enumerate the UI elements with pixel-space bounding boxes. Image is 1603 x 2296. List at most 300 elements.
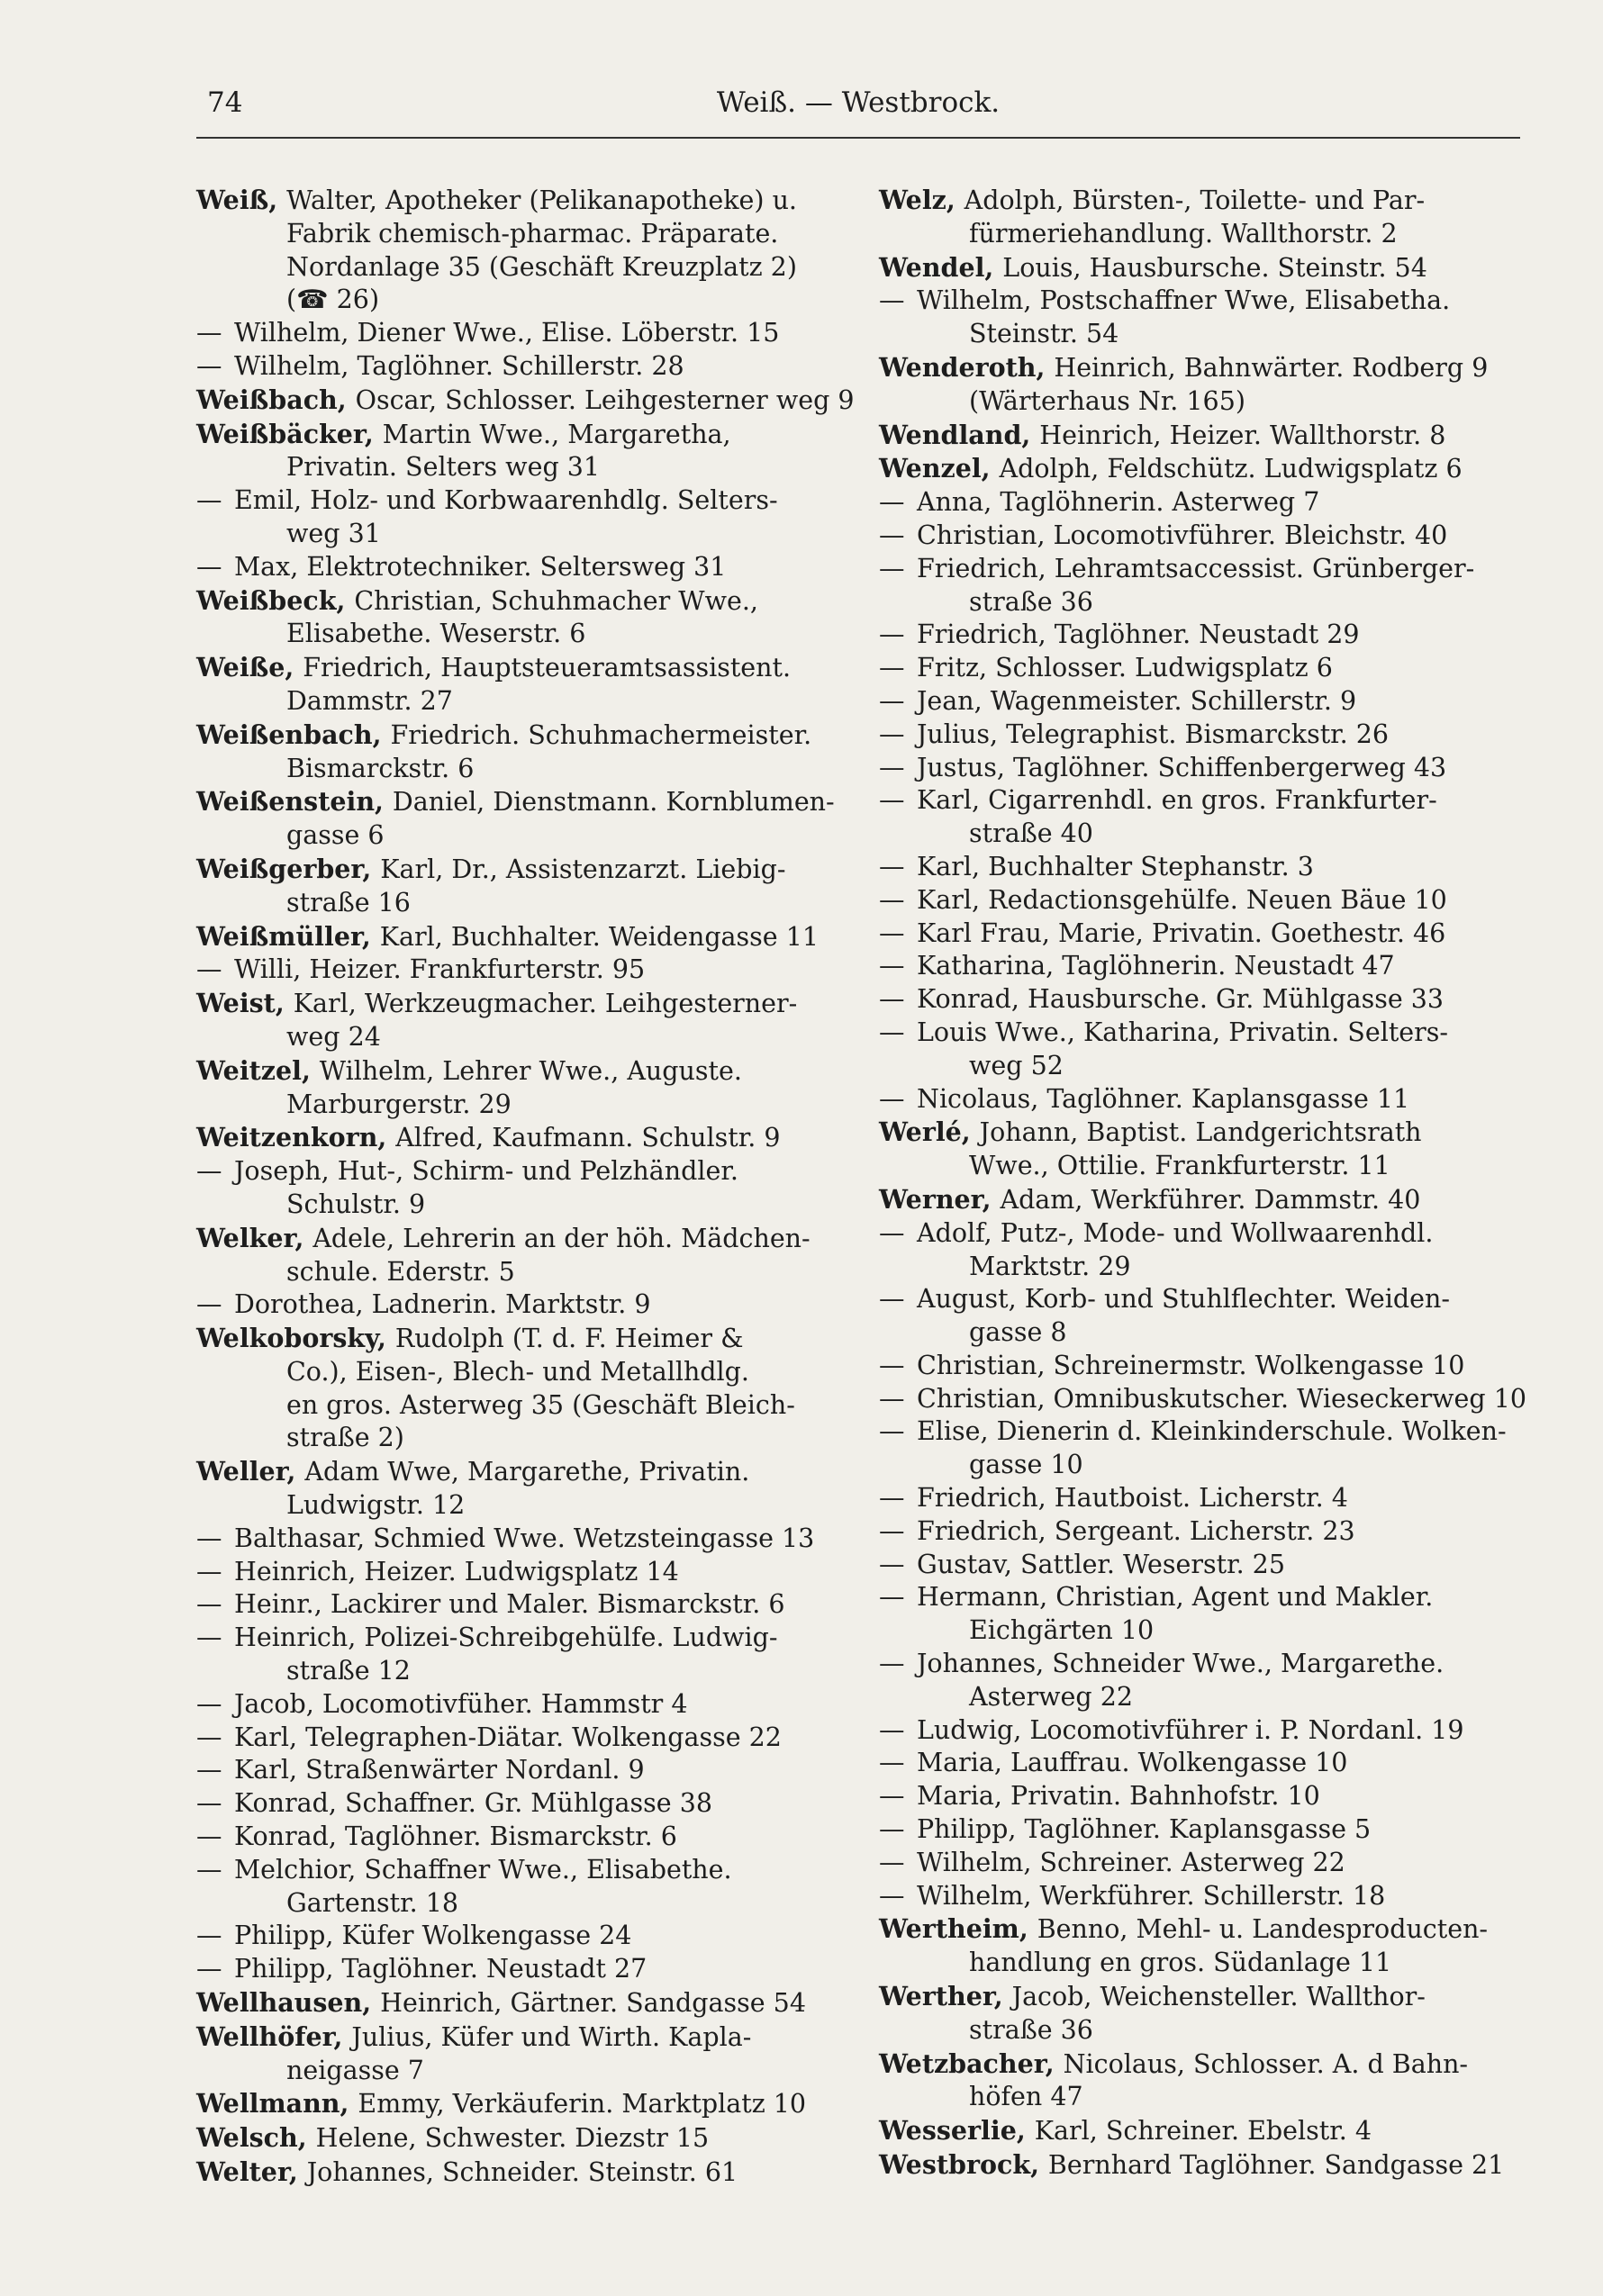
directory-entry-continuation bbox=[879, 218, 1526, 251]
ditto-dash: — bbox=[196, 1523, 222, 1553]
entry-surname: Wenzel, bbox=[879, 453, 1000, 484]
entry-text: Wilhelm, Postschaffner Wwe, Elisabetha. bbox=[917, 285, 1451, 316]
directory-entry-continuation bbox=[196, 1189, 843, 1222]
entry-text: Karl, Buchhalter. Weidengasse 11 bbox=[379, 921, 819, 952]
entry-text: Jacob, Weichensteller. Wallthor- bbox=[1011, 1982, 1426, 2012]
entry-text: Jean, Wagenmeister. Schillerstr. 9 bbox=[917, 685, 1357, 716]
entry-text: August, Korb- und Stuhlflechter. Weiden- bbox=[917, 1284, 1450, 1315]
directory-entry bbox=[879, 520, 1526, 553]
entry-surname: Westbrock, bbox=[879, 2149, 1048, 2181]
directory-entry-continuation bbox=[196, 251, 843, 285]
entry-surname: Wellhöfer, bbox=[196, 2020, 352, 2052]
entry-surname: Wellmann, bbox=[196, 2088, 358, 2120]
ditto-dash: — bbox=[879, 653, 905, 683]
entry-text: straße 40 bbox=[969, 818, 1093, 849]
entry-text: Maria, Lauffrau. Wolkengasse 10 bbox=[917, 1748, 1348, 1778]
entry-text: Julius, Telegraphist. Bismarckstr. 26 bbox=[917, 719, 1390, 749]
ditto-dash: — bbox=[196, 1623, 222, 1653]
entry-text: Bismarckstr. 6 bbox=[286, 753, 475, 783]
directory-entry-continuation bbox=[196, 1356, 843, 1389]
entry-text: Heinrich, Polizei-Schreibgehülfe. Ludwig- bbox=[234, 1623, 778, 1653]
directory-entry bbox=[879, 1183, 1526, 1217]
directory-entry-continuation bbox=[196, 1256, 843, 1289]
directory-entry bbox=[879, 251, 1526, 285]
entry-text: Ludwig, Locomotivführer i. P. Nordanl. 19 bbox=[917, 1714, 1464, 1745]
entry-text: Marburgerstr. 29 bbox=[286, 1089, 512, 1119]
entry-text: straße 16 bbox=[286, 887, 411, 917]
entry-text: Johannes, Schneider Wwe., Margarethe. bbox=[917, 1649, 1445, 1679]
directory-entry bbox=[879, 917, 1526, 951]
entry-text: Emmy, Verkäuferin. Marktplatz 10 bbox=[358, 2089, 807, 2120]
entry-text: Karl, Cigarrenhdl. en gros. Frankfurter- bbox=[917, 785, 1437, 816]
directory-entry bbox=[196, 317, 843, 350]
directory-entry-continuation bbox=[879, 385, 1526, 419]
directory-entry-continuation bbox=[196, 1655, 843, 1688]
directory-entry bbox=[879, 1813, 1526, 1847]
directory-entry-continuation bbox=[196, 1489, 843, 1523]
ditto-dash: — bbox=[879, 1017, 905, 1047]
entry-text: Nicolaus, Taglöhner. Kaplansgasse 11 bbox=[917, 1083, 1410, 1114]
ditto-dash: — bbox=[196, 1289, 222, 1320]
ditto-dash: — bbox=[879, 1383, 905, 1414]
page-number: 74 bbox=[207, 86, 243, 119]
entry-text: Max, Elektrotechniker. Seltersweg 31 bbox=[234, 551, 727, 582]
entry-surname: Weißenstein, bbox=[196, 786, 393, 818]
entry-text: Privatin. Selters weg 31 bbox=[286, 452, 601, 483]
entry-text: Benno, Mehl- u. Landesproducten- bbox=[1037, 1914, 1489, 1945]
entry-text: Philipp, Küfer Wolkengasse 24 bbox=[234, 1921, 632, 1951]
directory-entry-continuation bbox=[879, 1150, 1526, 1183]
entry-text: Friedrich, Sergeant. Licherstr. 23 bbox=[917, 1515, 1355, 1546]
directory-entry-continuation bbox=[879, 1947, 1526, 1980]
entry-text: Konrad, Schaffner. Gr. Mühlgasse 38 bbox=[234, 1788, 712, 1819]
directory-entry bbox=[196, 1722, 843, 1755]
entry-text: Maria, Privatin. Bahnhofstr. 10 bbox=[917, 1781, 1320, 1812]
entry-surname: Weller, bbox=[196, 1456, 305, 1487]
entry-text: Anna, Taglöhnerin. Asterweg 7 bbox=[917, 487, 1320, 518]
ditto-dash: — bbox=[879, 619, 905, 650]
directory-entry bbox=[879, 884, 1526, 917]
ditto-dash: — bbox=[196, 318, 222, 348]
entry-surname: Weitzenkorn, bbox=[196, 1122, 396, 1153]
entry-text: Adam, Werkführer. Dammstr. 40 bbox=[1000, 1184, 1421, 1215]
directory-entry bbox=[879, 1283, 1526, 1316]
ditto-dash: — bbox=[879, 851, 905, 881]
ditto-dash: — bbox=[196, 350, 222, 381]
directory-entry bbox=[879, 1350, 1526, 1383]
entry-text: Bernhard Taglöhner. Sandgasse 21 bbox=[1047, 2150, 1505, 2181]
ditto-dash: — bbox=[196, 1722, 222, 1752]
directory-entry bbox=[879, 184, 1526, 218]
directory-entry bbox=[196, 2087, 843, 2121]
entry-surname: Weiße, bbox=[196, 652, 303, 683]
entry-text: Adam Wwe, Margarethe, Privatin. bbox=[304, 1457, 750, 1487]
left-column bbox=[196, 184, 855, 2190]
entry-text: Konrad, Hausbursche. Gr. Mühlgasse 33 bbox=[917, 984, 1445, 1015]
directory-entry bbox=[879, 351, 1526, 385]
entry-text: Jacob, Locomotivfüher. Hammstr 4 bbox=[234, 1688, 688, 1719]
directory-entry bbox=[196, 853, 843, 887]
entry-text: Wilhelm, Taglöhner. Schillerstr. 28 bbox=[234, 350, 684, 381]
entry-text: straße 36 bbox=[969, 586, 1093, 617]
directory-entry bbox=[879, 452, 1526, 486]
entry-text: Nicolaus, Schlosser. A. d Bahn- bbox=[1063, 2048, 1469, 2079]
ditto-dash: — bbox=[196, 1788, 222, 1819]
directory-entry bbox=[879, 784, 1526, 818]
ditto-dash: — bbox=[879, 285, 905, 316]
directory-entry bbox=[879, 950, 1526, 983]
ditto-dash: — bbox=[879, 984, 905, 1015]
directory-entry-continuation bbox=[196, 518, 843, 551]
directory-entry bbox=[879, 1581, 1526, 1614]
directory-entry bbox=[196, 551, 843, 584]
directory-entry-continuation bbox=[196, 1089, 843, 1122]
entry-text: höfen 47 bbox=[969, 2082, 1083, 2112]
directory-entry bbox=[879, 1515, 1526, 1549]
entry-surname: Welz, bbox=[879, 185, 965, 215]
directory-entry-continuation bbox=[196, 753, 843, 786]
entry-text: Steinstr. 54 bbox=[969, 319, 1119, 349]
entry-text: neigasse 7 bbox=[286, 2055, 424, 2085]
entry-text: Oscar, Schlosser. Leihgesterner weg 9 bbox=[355, 384, 855, 415]
entry-surname: Weißbeck, bbox=[196, 584, 355, 616]
directory-entry bbox=[879, 1383, 1526, 1416]
ditto-dash: — bbox=[196, 1156, 222, 1187]
entry-text: straße 2) bbox=[286, 1423, 404, 1453]
directory-entry bbox=[879, 1980, 1526, 2014]
entry-surname: Welkoborsky, bbox=[196, 1323, 395, 1354]
directory-entry bbox=[879, 419, 1526, 453]
entry-text: en gros. Asterweg 35 (Geschäft Bleich- bbox=[286, 1389, 795, 1420]
entry-text: Christian, Schreinermstr. Wolkengasse 10 bbox=[917, 1350, 1465, 1380]
directory-entry bbox=[879, 2148, 1526, 2183]
entry-text: Johann, Baptist. Landgerichtsrath bbox=[979, 1117, 1422, 1148]
entry-text: Daniel, Dienstmann. Kornblumen- bbox=[392, 787, 835, 818]
ditto-dash: — bbox=[196, 1854, 222, 1885]
directory-entry bbox=[196, 719, 843, 753]
directory-entry bbox=[196, 920, 843, 954]
directory-entry bbox=[196, 1854, 843, 1887]
directory-entry bbox=[196, 1523, 843, 1556]
entry-text: Co.), Eisen-, Blech- und Metallhdlg. bbox=[286, 1356, 749, 1387]
directory-entry bbox=[196, 350, 843, 384]
entry-text: Wwe., Ottilie. Frankfurterstr. 11 bbox=[969, 1151, 1390, 1181]
entry-text: Ludwigstr. 12 bbox=[286, 1490, 466, 1521]
directory-entry bbox=[196, 1121, 843, 1155]
directory-entry-continuation bbox=[879, 2081, 1526, 2114]
ditto-dash: — bbox=[879, 1483, 905, 1514]
entry-text: Karl, Schreiner. Ebelstr. 4 bbox=[1034, 2116, 1372, 2147]
ditto-dash: — bbox=[879, 951, 905, 981]
directory-entry bbox=[879, 1747, 1526, 1780]
ditto-dash: — bbox=[879, 1284, 905, 1315]
entry-surname: Welsch, bbox=[196, 2122, 316, 2154]
ditto-dash: — bbox=[879, 917, 905, 948]
entry-text: straße 12 bbox=[286, 1656, 411, 1686]
directory-entry bbox=[879, 1780, 1526, 1813]
ditto-dash: — bbox=[879, 884, 905, 915]
entry-surname: Werther, bbox=[879, 1981, 1012, 2012]
directory-entry bbox=[879, 2047, 1526, 2082]
directory-entry bbox=[879, 1912, 1526, 1947]
entry-text: Karl, Redactionsgehülfe. Neuen Bäue 10 bbox=[917, 884, 1447, 915]
entry-text: Louis, Hausbursche. Steinstr. 54 bbox=[1002, 252, 1427, 283]
entry-text: Friedrich, Hautboist. Licherstr. 4 bbox=[917, 1483, 1348, 1514]
entry-surname: Weißenbach, bbox=[196, 719, 391, 750]
ditto-dash: — bbox=[879, 1549, 905, 1579]
directory-entry bbox=[196, 2121, 843, 2156]
directory-entry bbox=[879, 1415, 1526, 1449]
directory-entry bbox=[196, 1622, 843, 1655]
entry-text: Heinrich, Bahnwärter. Rodberg 9 bbox=[1054, 352, 1489, 383]
directory-entry bbox=[196, 1322, 843, 1356]
ditto-dash: — bbox=[196, 551, 222, 582]
entry-text: Johannes, Schneider. Steinstr. 61 bbox=[306, 2157, 738, 2188]
ditto-dash: — bbox=[196, 1921, 222, 1951]
entry-text: weg 24 bbox=[286, 1021, 381, 1052]
directory-entry bbox=[196, 418, 843, 452]
directory-entry-continuation bbox=[196, 1021, 843, 1054]
directory-entry-continuation bbox=[879, 1316, 1526, 1350]
directory-entry bbox=[879, 1116, 1526, 1150]
entry-surname: Wendland, bbox=[879, 419, 1040, 450]
ditto-dash: — bbox=[879, 785, 905, 816]
directory-entry bbox=[196, 1054, 843, 1089]
entry-text: straße 36 bbox=[969, 2014, 1093, 2045]
directory-entry bbox=[196, 2020, 843, 2055]
entry-text: Nordanlage 35 (Geschäft Kreuzplatz 2) bbox=[286, 251, 797, 282]
entry-surname: Wetzbacher, bbox=[879, 2047, 1064, 2079]
directory-entry bbox=[879, 1847, 1526, 1880]
ditto-dash: — bbox=[879, 1416, 905, 1447]
directory-entry-continuation bbox=[196, 685, 843, 719]
directory-entry bbox=[196, 1155, 843, 1189]
ditto-dash: — bbox=[879, 1748, 905, 1778]
directory-entry bbox=[879, 1880, 1526, 1913]
ditto-dash: — bbox=[196, 485, 222, 516]
ditto-dash: — bbox=[879, 1814, 905, 1845]
directory-entry bbox=[879, 285, 1526, 318]
ditto-dash: — bbox=[879, 719, 905, 749]
entry-text: Rudolph (T. d. F. Heimer & bbox=[394, 1324, 744, 1354]
directory-entry-continuation bbox=[879, 1449, 1526, 1482]
directory-entry bbox=[196, 954, 843, 987]
ditto-dash: — bbox=[879, 685, 905, 716]
ditto-dash: — bbox=[879, 1714, 905, 1745]
entry-text: Wilhelm, Werkführer. Schillerstr. 18 bbox=[917, 1880, 1386, 1911]
directory-entry bbox=[879, 553, 1526, 586]
entry-text: Louis Wwe., Katharina, Privatin. Selters- bbox=[917, 1017, 1449, 1047]
ditto-dash: — bbox=[879, 1582, 905, 1613]
entry-text: Katharina, Taglöhnerin. Neustadt 47 bbox=[917, 951, 1395, 981]
directory-entry-continuation bbox=[879, 1681, 1526, 1714]
directory-entry bbox=[196, 484, 843, 518]
directory-entry-continuation bbox=[196, 2055, 843, 2088]
entry-surname: Wenderoth, bbox=[879, 351, 1055, 383]
header-rule bbox=[196, 137, 1520, 139]
entry-surname: Werlé, bbox=[879, 1116, 980, 1148]
directory-entry-continuation bbox=[196, 218, 843, 251]
directory-entry bbox=[196, 1588, 843, 1622]
entry-text: Heinrich, Heizer. Ludwigsplatz 14 bbox=[234, 1556, 679, 1586]
entry-text: Wilhelm, Schreiner. Asterweg 22 bbox=[917, 1847, 1345, 1877]
entry-text: Balthasar, Schmied Wwe. Wetzsteingasse 13 bbox=[234, 1523, 815, 1553]
entry-text: Wilhelm, Diener Wwe., Elise. Löberstr. 15 bbox=[234, 318, 780, 348]
directory-entry bbox=[879, 752, 1526, 785]
directory-entry-continuation bbox=[196, 1887, 843, 1921]
entry-text: Heinr., Lackirer und Maler. Bismarckstr. 6 bbox=[234, 1589, 785, 1620]
entry-text: Friedrich, Taglöhner. Neustadt 29 bbox=[917, 619, 1360, 650]
directory-entry bbox=[879, 1083, 1526, 1116]
ditto-dash: — bbox=[196, 954, 222, 985]
directory-entry bbox=[196, 1688, 843, 1722]
entry-surname: Wendel, bbox=[879, 251, 1003, 283]
directory-entry bbox=[196, 1821, 843, 1854]
entry-text: Friedrich, Hauptsteueramtsassistent. bbox=[303, 653, 792, 683]
directory-entry bbox=[196, 1556, 843, 1589]
entry-text: gasse 8 bbox=[969, 1317, 1067, 1348]
entry-text: Karl, Buchhalter Stephanstr. 3 bbox=[917, 851, 1314, 881]
ditto-dash: — bbox=[879, 520, 905, 550]
ditto-dash: — bbox=[196, 1688, 222, 1719]
entry-surname: Wertheim, bbox=[879, 1913, 1037, 1945]
entry-text: Konrad, Taglöhner. Bismarckstr. 6 bbox=[234, 1821, 677, 1852]
entry-text: schule. Ederstr. 5 bbox=[286, 1256, 515, 1287]
ditto-dash: — bbox=[196, 1954, 222, 1984]
entry-text: Karl, Telegraphen-Diätar. Wolkengasse 22 bbox=[234, 1722, 782, 1752]
entry-text: Justus, Taglöhner. Schiffenbergerweg 43 bbox=[917, 752, 1447, 782]
directory-entry bbox=[879, 685, 1526, 719]
entry-text: Christian, Omnibuskutscher. Wieseckerweg 10 bbox=[917, 1383, 1526, 1414]
entry-surname: Weist, bbox=[196, 988, 294, 1019]
entry-text: Emil, Holz- und Korbwaarenhdlg. Selters- bbox=[234, 485, 778, 516]
entry-surname: Weitzel, bbox=[196, 1054, 320, 1086]
entry-text: Friedrich, Lehramtsaccessist. Grünberger- bbox=[917, 553, 1475, 583]
directory-entry bbox=[196, 1920, 843, 1953]
running-title: Weiß. — Westbrock. bbox=[716, 86, 1001, 119]
directory-entry bbox=[196, 1953, 843, 1986]
entry-text: Wilhelm, Lehrer Wwe., Auguste. bbox=[319, 1055, 742, 1086]
entry-text: Fritz, Schlosser. Ludwigsplatz 6 bbox=[917, 653, 1333, 683]
entry-text: Karl Frau, Marie, Privatin. Goethestr. 46 bbox=[917, 917, 1446, 948]
entry-surname: Welter, bbox=[196, 2156, 307, 2188]
entry-text: Melchior, Schaffner Wwe., Elisabethe. bbox=[234, 1854, 732, 1885]
directory-entry bbox=[196, 987, 843, 1021]
entry-surname: Wellhausen, bbox=[196, 1987, 381, 2019]
entry-text: Schulstr. 9 bbox=[286, 1189, 426, 1219]
directory-entry bbox=[879, 1714, 1526, 1748]
directory-entry bbox=[879, 652, 1526, 685]
directory-entry bbox=[879, 983, 1526, 1017]
directory-entry bbox=[879, 619, 1526, 652]
ditto-dash: — bbox=[879, 1880, 905, 1911]
entry-text: Adolph, Bürsten-, Toilette- und Par- bbox=[964, 185, 1426, 215]
directory-entry bbox=[879, 1549, 1526, 1582]
directory-entry-continuation bbox=[196, 819, 843, 853]
directory-entry bbox=[196, 1288, 843, 1322]
ditto-dash: — bbox=[879, 1649, 905, 1679]
directory-entry bbox=[196, 2156, 843, 2190]
entry-surname: Welker, bbox=[196, 1222, 313, 1253]
entry-text: Adolph, Feldschütz. Ludwigsplatz 6 bbox=[999, 454, 1463, 484]
entry-text: gasse 10 bbox=[969, 1450, 1083, 1480]
entry-text: Helene, Schwester. Diezstr 15 bbox=[315, 2123, 710, 2154]
ditto-dash: — bbox=[879, 752, 905, 782]
entry-text: (☎ 26) bbox=[286, 285, 380, 315]
entry-text: Heinrich, Gärtner. Sandgasse 54 bbox=[380, 1988, 806, 2019]
directory-entry bbox=[879, 1482, 1526, 1515]
entry-text: Dorothea, Ladnerin. Marktstr. 9 bbox=[234, 1289, 651, 1320]
entry-text: Gartenstr. 18 bbox=[286, 1887, 459, 1918]
entry-text: Christian, Locomotivführer. Bleichstr. 40 bbox=[917, 520, 1448, 550]
entry-text: Walter, Apotheker (Pelikanapotheke) u. bbox=[286, 185, 797, 215]
entry-surname: Wesserlie, bbox=[879, 2115, 1035, 2147]
entry-text: gasse 6 bbox=[286, 820, 385, 851]
ditto-dash: — bbox=[879, 1217, 905, 1248]
directory-entry bbox=[879, 486, 1526, 520]
directory-entry bbox=[196, 184, 843, 218]
entry-text: Eichgärten 10 bbox=[969, 1615, 1155, 1646]
directory-entry-continuation bbox=[879, 2014, 1526, 2047]
right-column bbox=[879, 184, 1526, 2183]
directory-entry bbox=[879, 1217, 1526, 1251]
entry-text: Elise, Dienerin d. Kleinkinderschule. Wolken- bbox=[917, 1416, 1507, 1447]
directory-entry-continuation bbox=[196, 1389, 843, 1423]
directory-entry-continuation bbox=[196, 284, 843, 317]
entry-text: weg 52 bbox=[969, 1050, 1064, 1080]
ditto-dash: — bbox=[879, 553, 905, 583]
entry-text: Julius, Küfer und Wirth. Kapla- bbox=[351, 2021, 752, 2052]
directory-entry bbox=[879, 851, 1526, 884]
ditto-dash: — bbox=[196, 1755, 222, 1785]
directory-entry bbox=[196, 384, 855, 418]
entry-text: Philipp, Taglöhner. Kaplansgasse 5 bbox=[917, 1814, 1372, 1845]
entry-surname: Weißmüller, bbox=[196, 920, 380, 952]
ditto-dash: — bbox=[879, 1781, 905, 1812]
ditto-dash: — bbox=[879, 1515, 905, 1546]
directory-entry-continuation bbox=[196, 618, 843, 651]
entry-surname: Werner, bbox=[879, 1183, 1001, 1215]
directory-entry-continuation bbox=[879, 1614, 1526, 1648]
entry-text: Joseph, Hut-, Schirm- und Pelzhändler. bbox=[234, 1156, 738, 1187]
entry-text: Heinrich, Heizer. Wallthorstr. 8 bbox=[1039, 420, 1446, 450]
directory-entry bbox=[879, 719, 1526, 752]
entry-text: Adele, Lehrerin an der höh. Mädchen- bbox=[312, 1223, 811, 1253]
entry-text: Adolf, Putz-, Mode- und Wollwaarenhdl. bbox=[917, 1217, 1434, 1248]
directory-entry bbox=[196, 1754, 843, 1787]
entry-text: Karl, Dr., Assistenzarzt. Liebig- bbox=[380, 854, 786, 884]
entry-text: Martin Wwe., Margaretha, bbox=[382, 419, 731, 449]
directory-entry-continuation bbox=[879, 818, 1526, 851]
entry-text: Fabrik chemisch-pharmac. Präparate. bbox=[286, 218, 779, 249]
ditto-dash: — bbox=[196, 1589, 222, 1620]
directory-entry bbox=[196, 1787, 843, 1821]
directory-entry bbox=[196, 1986, 843, 2020]
ditto-dash: — bbox=[879, 487, 905, 518]
entry-text: Philipp, Taglöhner. Neustadt 27 bbox=[234, 1954, 648, 1984]
directory-entry bbox=[196, 1222, 843, 1256]
directory-entry-continuation bbox=[879, 1050, 1526, 1083]
entry-text: (Wärterhaus Nr. 165) bbox=[969, 385, 1245, 416]
entry-text: Karl, Werkzeugmacher. Leihgesterner- bbox=[293, 989, 798, 1019]
ditto-dash: — bbox=[879, 1847, 905, 1877]
entry-text: Elisabethe. Weserstr. 6 bbox=[286, 619, 586, 649]
directory-entry-continuation bbox=[879, 318, 1526, 351]
entry-text: Karl, Straßenwärter Nordanl. 9 bbox=[234, 1755, 645, 1785]
entry-text: Dammstr. 27 bbox=[286, 685, 453, 716]
entry-text: Gustav, Sattler. Weserstr. 25 bbox=[917, 1549, 1285, 1579]
ditto-dash: — bbox=[879, 1350, 905, 1380]
